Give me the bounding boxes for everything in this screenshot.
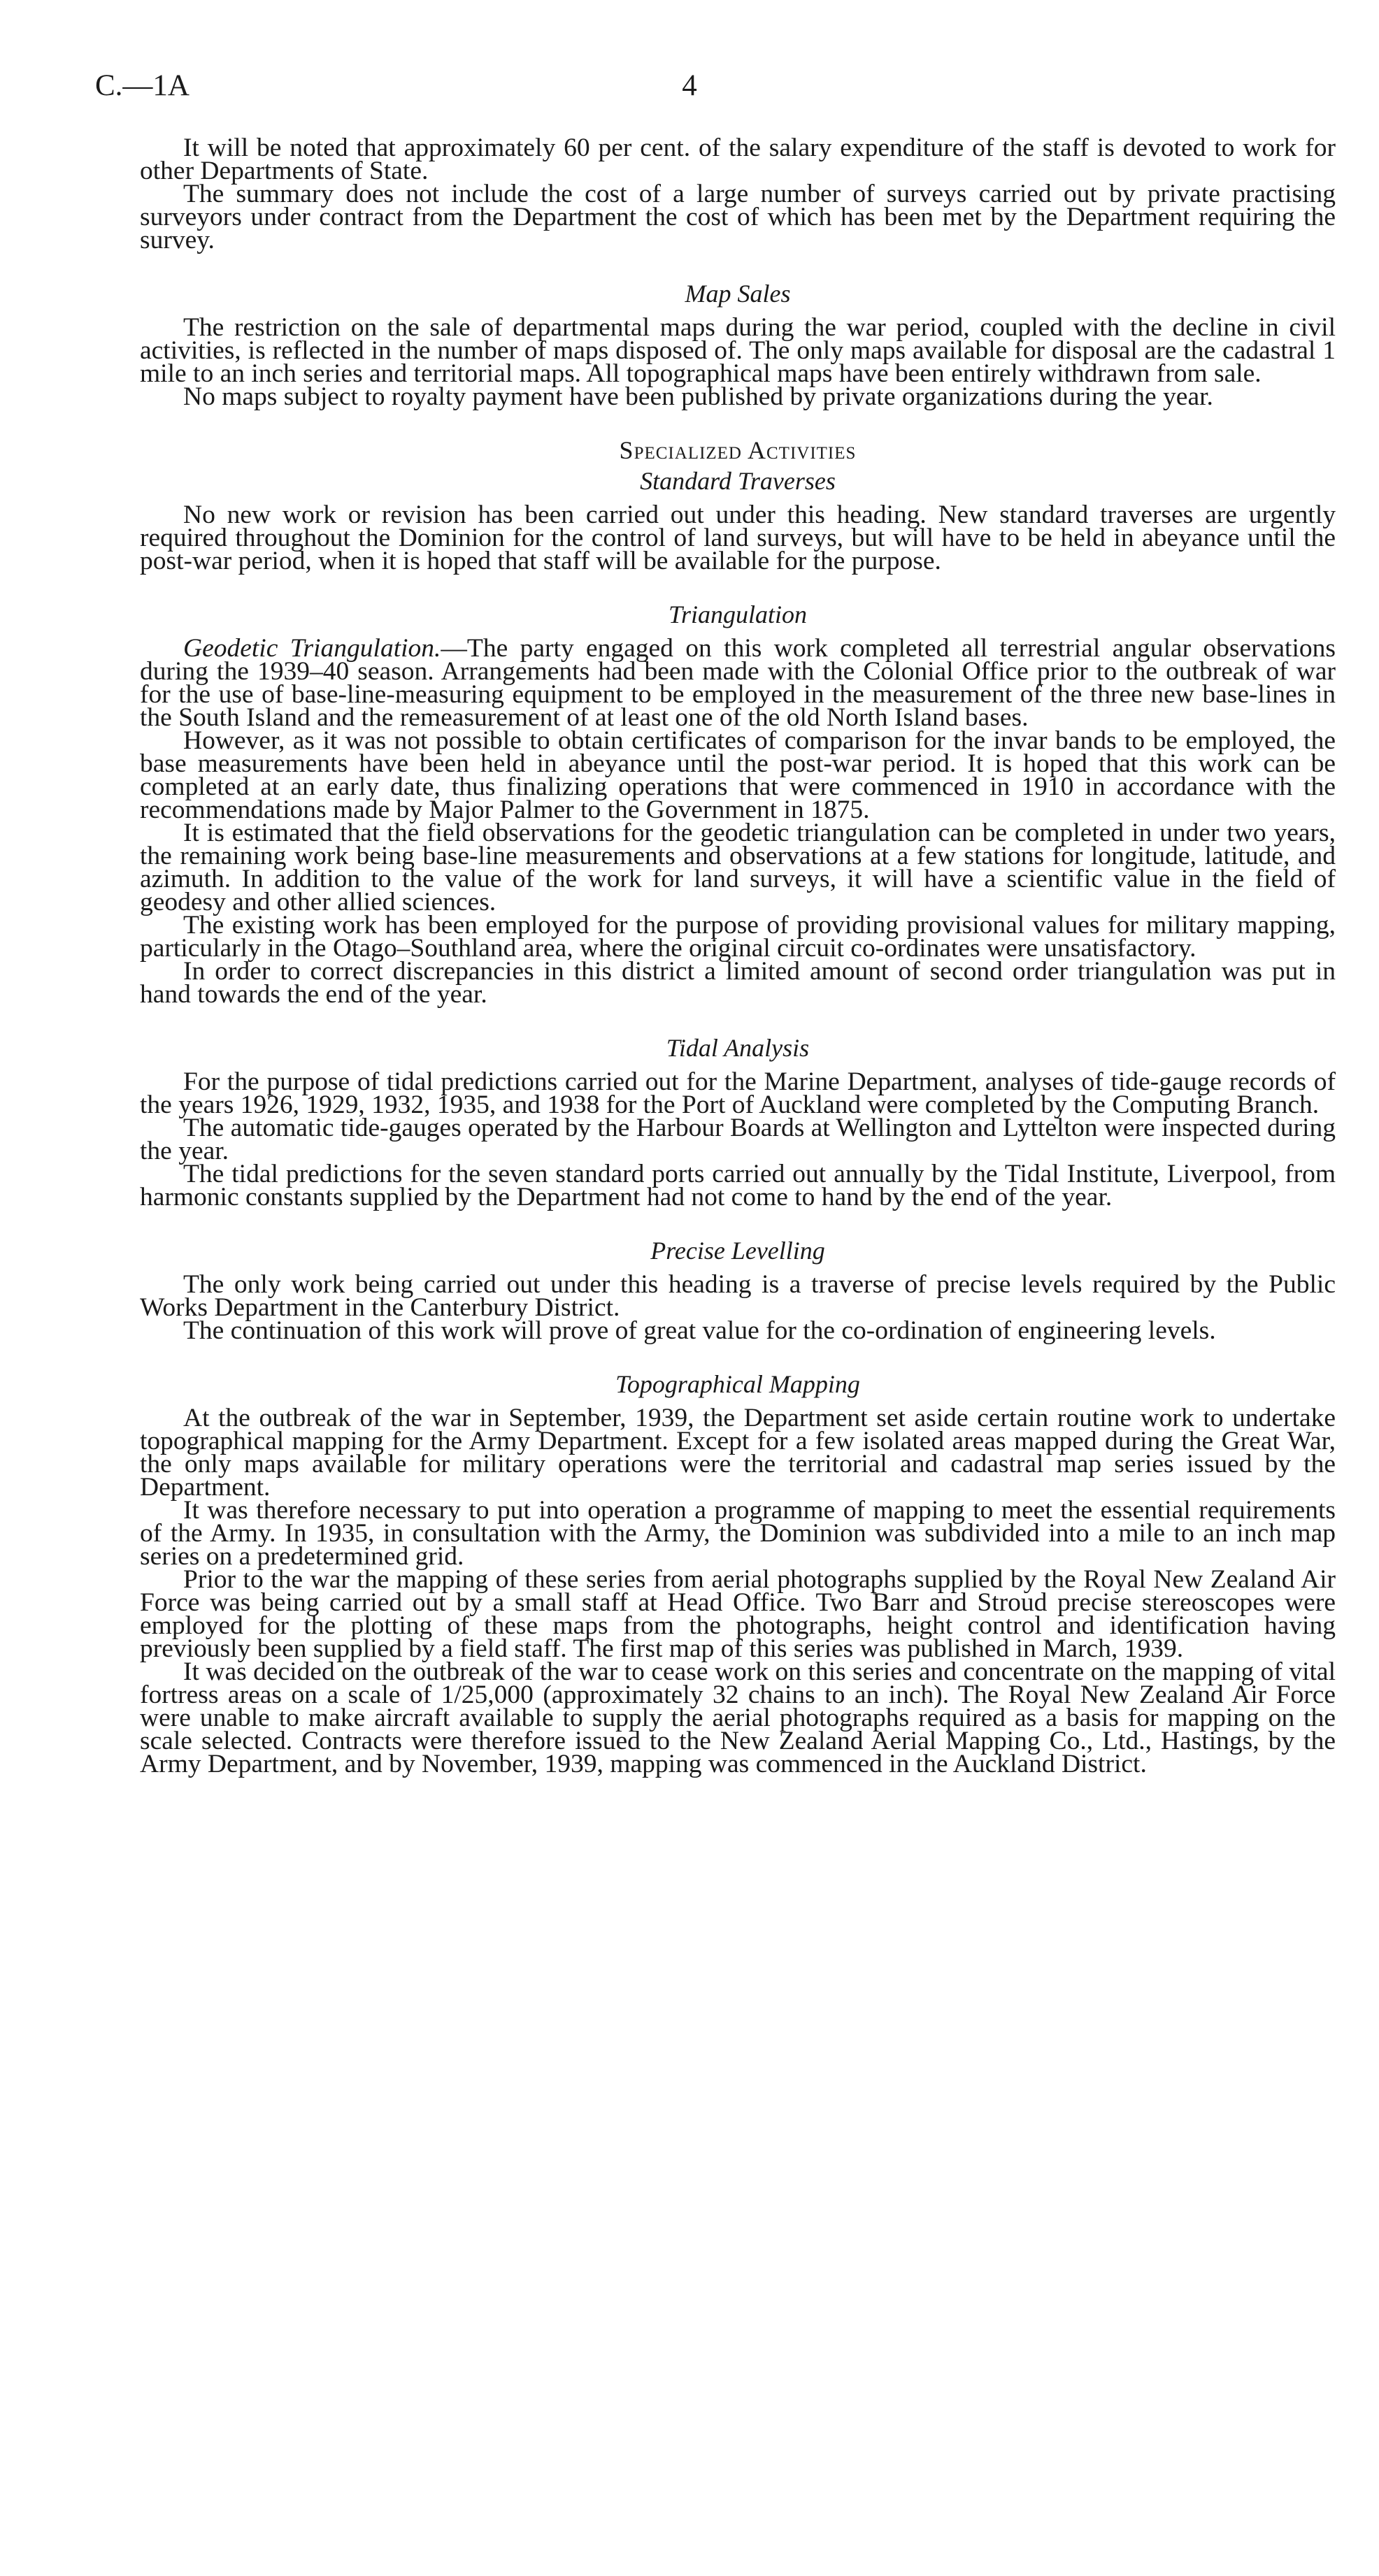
tidal-paragraph-1: For the purpose of tidal predictions carried out for the Marine Department, analyses of tide-gauge records of the years 1926, 1929, 1932, 1935, and 1938 for the Port of Auckland were completed by the Computing Branch.	[140, 1067, 1336, 1119]
precise-levelling-heading: Precise Levelling	[650, 1237, 825, 1265]
triangulation-paragraph-5: In order to correct discrepancies in this district a limited amount of second order triangulation was put in hand towards the end of the year.	[140, 957, 1336, 1009]
topo-paragraph-4: It was decided on the outbreak of the war to cease work on this series and concentrate on the mapping of vital fortress areas on a scale of 1/25,000 (approximately 32 chains to an inch). The Royal New Zealand Air Force were unable to make aircraft available to supply the aerial photographs required as a basis for mapping on the scale selected. Contracts were therefore issued to the New Zealand Aerial Mapping Co., Ltd., Hastings, by the Army Department, and by November, 1939, mapping was commenced in the Auckland District.	[140, 1657, 1336, 1778]
standard-traverses-paragraph-1: No new work or revision has been carried out under this heading. New standard traverses are urgently required throughout the Dominion for the control of land surveys, but will have to be held in abeyance until the post-war period, when it is hoped that staff will be available for the purpose.	[140, 501, 1336, 575]
map-sales-paragraph-1: The restriction on the sale of departmental maps during the war period, coupled with the decline in civil activities, is reflected in the number of maps disposed of. The only maps available for disposal are the cadastral 1 mile to an inch series and territorial maps. All topographical maps have been entirely withdrawn from sale.	[140, 313, 1336, 388]
triangulation-heading: Triangulation	[668, 600, 808, 628]
triangulation-paragraph-1	[140, 634, 1336, 732]
triangulation-paragraph-2: However, as it was not possible to obtain certificates of comparison for the invar bands to be employed, the base measurements have been held in abeyance until the post-war period. It is hoped that this work can be completed at an early date, thus finalizing operations that were commenced in 1910 in accordance with the recommendations made by Major Palmer to the Government in 1875.	[140, 726, 1336, 824]
geodetic-triangulation-lead: Geodetic Triangulation.	[183, 634, 441, 663]
document-body	[140, 136, 1336, 1776]
topo-paragraph-3: Prior to the war the mapping of these series from aerial photographs supplied by the Royal New Zealand Air Force was being carried out by a small staff at Head Office. Two Barr and Stroud precise stereoscopes were employed for the plotting of these maps from the photographs, height control and identification having previously been supplied by a field staff. The first map of this series was published in March, 1939.	[140, 1565, 1336, 1663]
topographical-mapping-heading: Topographical Mapping	[615, 1370, 860, 1398]
triangulation-paragraph-4: The existing work has been employed for the purpose of providing provisional values for military mapping, particularly in the Otago–Southland area, where the original circuit co-ordinates were unsatisfactory.	[140, 911, 1336, 963]
tidal-paragraph-2: The automatic tide-gauges operated by the Harbour Boards at Wellington and Lyttelton were inspected during the year.	[140, 1114, 1336, 1165]
triangulation-paragraph-1-text: —The party engaged on this work completed all terrestrial angular observations during the 1939–40 season. Arrangements had been made with the Colonial Office prior to the outbreak of war for the use of base-line-measuring equipment to be employed in the measurement of the three new base-lines in the South Island and the remeasurement of at least one of the old North Island bases.	[140, 634, 1336, 732]
tidal-analysis-heading: Tidal Analysis	[666, 1034, 810, 1062]
intro-paragraph-2: The summary does not include the cost of a large number of surveys carried out by private practising surveyors under contract from the Department the cost of which has been met by the Department requiring the survey.	[140, 180, 1336, 254]
levelling-paragraph-1: The only work being carried out under this heading is a traverse of precise levels required by the Public Works Department in the Canterbury District.	[140, 1270, 1336, 1322]
topo-paragraph-2: It was therefore necessary to put into operation a programme of mapping to meet the essential requirements of the Army. In 1935, in consultation with the Army, the Dominion was subdivided into a mile to an inch map series on a predetermined grid.	[140, 1496, 1336, 1571]
tidal-paragraph-3: The tidal predictions for the seven standard ports carried out annually by the Tidal Institute, Liverpool, from harmonic constants supplied by the Department had not come to hand by the end of the year.	[140, 1160, 1336, 1211]
triangulation-paragraph-3: It is estimated that the field observations for the geodetic triangulation can be completed in under two years, the remaining work being base-line measurements and observations at a few stations for longitude, latitude, and azimuth. In addition to the value of the work for land surveys, it will have a scientific value in the field of geodesy and other allied sciences.	[140, 819, 1336, 916]
map-sales-heading: Map Sales	[685, 280, 791, 308]
topo-paragraph-1: At the outbreak of the war in September, 1939, the Department set aside certain routine work to undertake topographical mapping for the Army Department. Except for a few isolated areas mapped during the Great War, the only maps available for military operations were the territorial and cadastral map series issued by the Department.	[140, 1404, 1336, 1502]
specialized-activities-heading: Specialized Activities	[619, 436, 857, 464]
page-header	[95, 69, 1284, 110]
intro-paragraph-1: It will be noted that approximately 60 per cent. of the salary expenditure of the staff is devoted to work for other Departments of State.	[140, 134, 1336, 185]
document-reference: C.—1A	[95, 69, 190, 102]
page-number: 4	[682, 69, 697, 102]
standard-traverses-heading: Standard Traverses	[640, 467, 836, 495]
levelling-paragraph-2: The continuation of this work will prove of great value for the co-ordination of engineering levels.	[183, 1316, 1216, 1345]
map-sales-paragraph-2: No maps subject to royalty payment have been published by private organizations during the year.	[183, 382, 1213, 411]
